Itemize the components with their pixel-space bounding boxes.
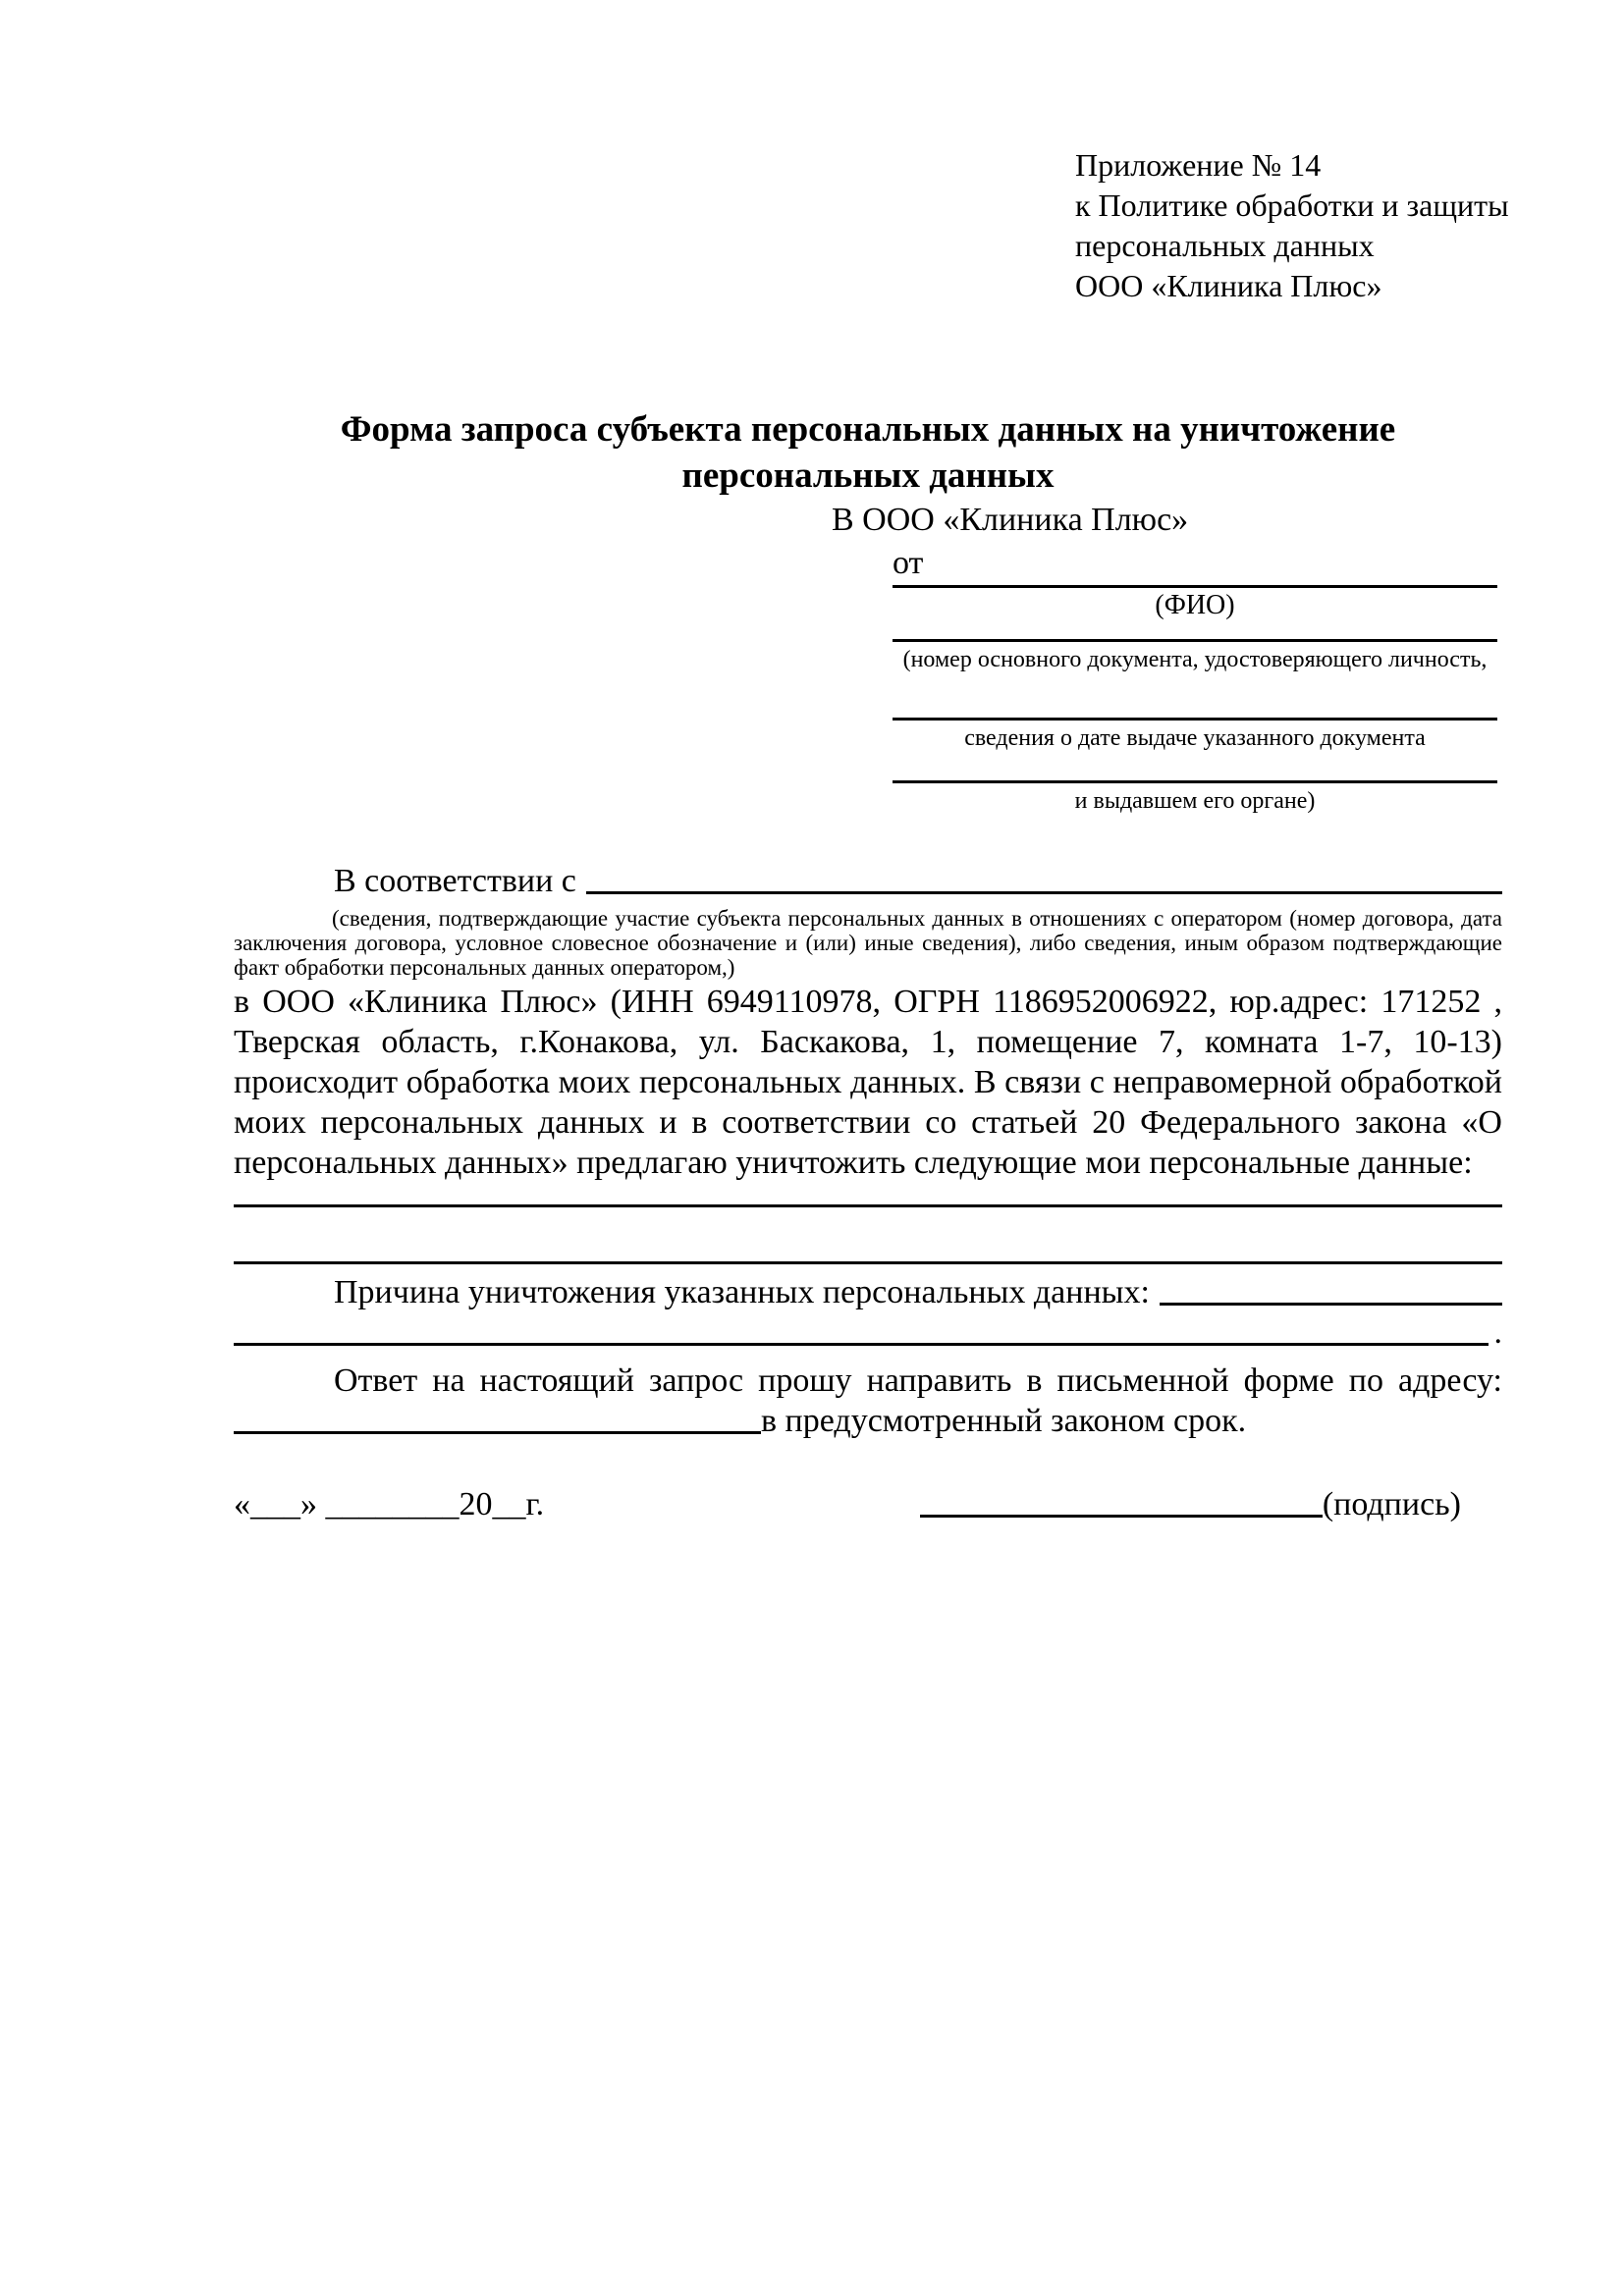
appendix-line-3: персональных данных [1075,228,1375,263]
accordance-lead: В соответствии с [334,863,576,899]
signature-blank-line [920,1515,1323,1518]
form-title [234,406,1502,499]
signature-row [234,1484,1502,1524]
accordance-row [234,861,1502,901]
footnote-text: (сведения, подтверждающие участие субъекта персональных данных в отношениях с оператором (номер договора, дата заключения договора, условное словесное обозначение и (или) иные сведения), либо сведения, иным образом подтверждающие факт обработки персональных данных оператором,) [234,906,1502,980]
addressee-org: В ООО «Клиника Плюс» [832,502,1189,538]
appendix-line-4: ООО «Клиника Плюс» [1075,268,1382,303]
address-blank-line [234,1401,761,1434]
signature-caption: (подпись) [1322,1486,1461,1522]
appendix-note [1075,145,1509,306]
date-blank: «___» ________20__г. [234,1486,545,1522]
appendix-line-1: Приложение № 14 [1075,147,1322,183]
issuer-caption: и выдавшем его органе) [1074,788,1316,814]
from-label: от [893,545,924,581]
body-paragraph: в ООО «Клиника Плюс» (ИНН 6949110978, ОГРН 1186952006922, юр.адрес: 171252 , Тверская область, г.Конакова, ул. Баскакова, 1, помещение 7, комната 1-7, 10-13) происходит обработка моих персональных данных. В связи с неправомерной обработкой моих персональных данных и в соответствии со статьей 20 Федерального закона «О персональных данных» предлагаю уничтожить следующие мои персональные данные: [234,984,1502,1181]
answer-line-2-text: в предусмотренный законом срок. [761,1403,1247,1439]
reason-lead: Причина уничтожения указанных персональных данных: [334,1274,1150,1310]
accordance-blank-line [586,861,1502,894]
issue-date-caption: сведения о дате выдаче указанного документа [964,725,1426,751]
reason-row [234,1272,1502,1312]
form-title-line-2: персональных данных [681,455,1055,496]
paragraph-indent [234,1272,334,1312]
appendix-line-2: к Политике обработки и защиты [1075,187,1509,223]
reason-row-2 [234,1312,1502,1353]
answer-line-2 [234,1401,1502,1441]
data-write-in-line-2 [234,1261,1502,1264]
reason-period: . [1493,1314,1502,1351]
reason-blank-line-1 [1160,1272,1502,1306]
fio-caption: (ФИО) [1155,590,1235,620]
reason-blank-line-2 [234,1312,1489,1346]
data-write-in-line-1 [234,1204,1502,1207]
paragraph-indent [234,861,334,901]
form-title-line-1: Форма запроса субъекта персональных данных на уничтожение [340,409,1396,450]
answer-line-1: Ответ на настоящий запрос прошу направить в письменной форме по адресу: [334,1362,1502,1399]
document-content [234,145,1509,1524]
document-number-caption: (номер основного документа, удостоверяющего личность, [902,647,1488,672]
